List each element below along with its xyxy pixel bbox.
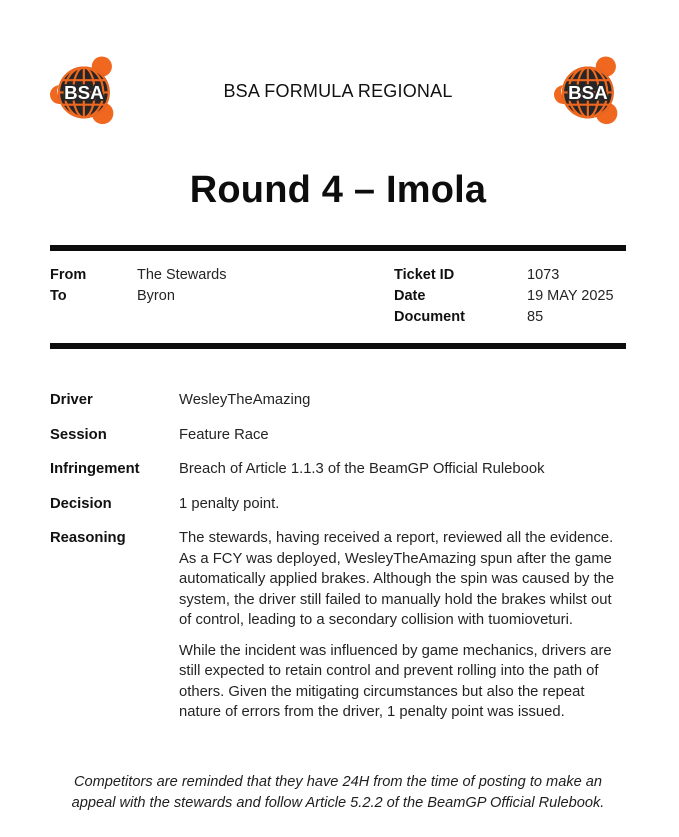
field-text: The stewards, having received a report, reviewed all the evidence. As a FCY was deployed, WesleyTheAmazing spun after the game automatically applied brakes. Although the spin was caused by the system, the driver still failed to manually hold the brakes whilst out of control, leading to a secondary collision with tuomioveturi. bbox=[179, 530, 615, 628]
field-label: Decision bbox=[50, 495, 112, 512]
meta-label: Document bbox=[394, 309, 465, 325]
bsa-globe-logo-right bbox=[554, 55, 626, 127]
meta-row-date bbox=[394, 286, 626, 307]
meta-column-right bbox=[394, 265, 626, 328]
meta-row-ticket-id bbox=[394, 265, 626, 286]
meta-value: Byron bbox=[137, 288, 175, 304]
decision-fields bbox=[50, 390, 626, 723]
bsa-globe-logo-left bbox=[50, 55, 122, 127]
field-value bbox=[179, 459, 626, 480]
field-text: 1 penalty point. bbox=[179, 495, 280, 512]
meta-value: The Stewards bbox=[137, 267, 227, 283]
meta-label: Ticket ID bbox=[394, 267, 455, 283]
logo-text: BSA bbox=[568, 81, 608, 103]
appeal-note: Competitors are reminded that they have 24H from the time of posting to make an appeal with the stewards and follow Article 5.2.2 of the BeamGP Official Rulebook. bbox=[71, 773, 605, 811]
field-label: Driver bbox=[50, 392, 93, 408]
field-row-decision bbox=[50, 494, 626, 515]
field-value bbox=[179, 494, 626, 515]
field-row-session bbox=[50, 425, 626, 446]
field-label: Session bbox=[50, 426, 107, 443]
field-row-infringement bbox=[50, 459, 626, 480]
meta-value: 1073 bbox=[527, 267, 560, 283]
meta-block bbox=[50, 245, 626, 349]
meta-value: 85 bbox=[527, 309, 544, 325]
field-row-driver bbox=[50, 390, 626, 411]
field-label: Reasoning bbox=[50, 530, 126, 546]
field-value bbox=[179, 425, 626, 446]
meta-value: 19 MAY 2025 bbox=[527, 288, 614, 304]
field-text: WesleyTheAmazing bbox=[179, 392, 311, 408]
meta-row-document bbox=[394, 307, 626, 328]
meta-column-left bbox=[50, 265, 394, 307]
field-text: While the incident was influenced by game mechanics, drivers are still expected to retain control and prevent rolling into the path of others. Given the mitigating circumstances but also the repeat nature of errors from the driver, 1 penalty point was issued. bbox=[179, 642, 612, 720]
field-row-reasoning bbox=[50, 528, 626, 723]
field-value bbox=[179, 528, 626, 723]
logo-text: BSA bbox=[64, 81, 104, 103]
org-title: BSA FORMULA REGIONAL bbox=[223, 80, 453, 101]
page-title: Round 4 – Imola bbox=[189, 169, 487, 211]
field-text: Feature Race bbox=[179, 426, 269, 443]
meta-label: Date bbox=[394, 288, 426, 304]
meta-label: To bbox=[50, 288, 67, 304]
masthead bbox=[50, 55, 626, 127]
meta-row-to bbox=[50, 286, 394, 307]
field-label: Infringement bbox=[50, 461, 140, 477]
meta-row-from bbox=[50, 265, 394, 286]
field-text: Breach of Article 1.1.3 of the BeamGP Official Rulebook bbox=[179, 461, 545, 477]
meta-label: From bbox=[50, 267, 87, 283]
field-value bbox=[179, 390, 626, 411]
